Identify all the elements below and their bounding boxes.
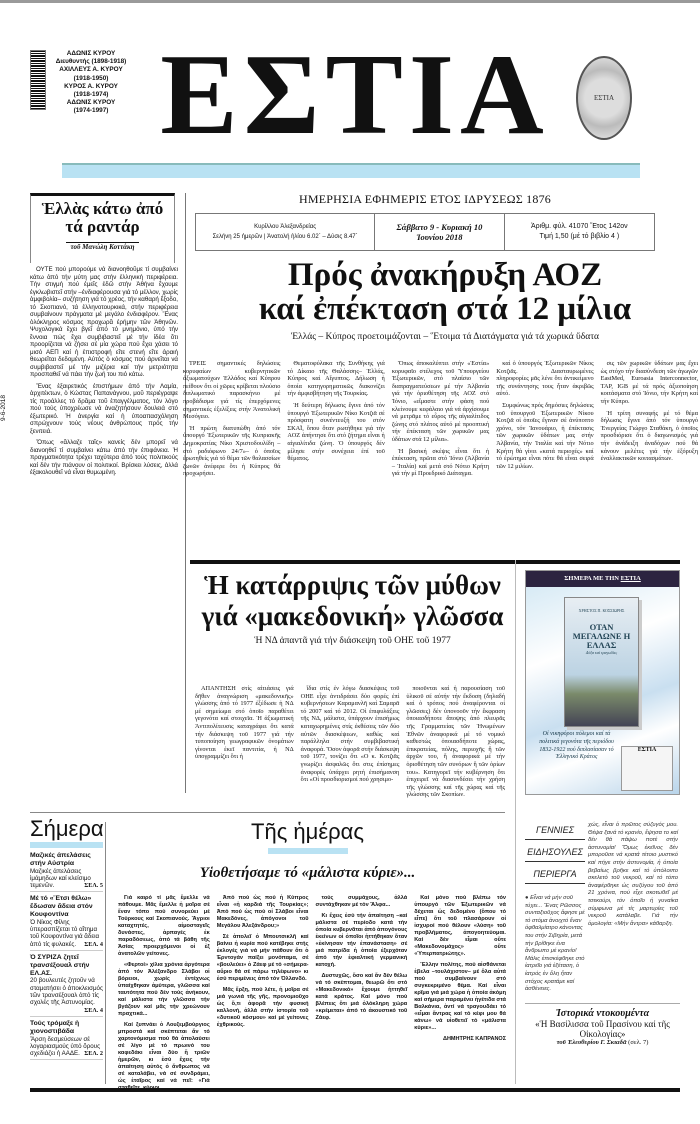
top-border (0, 0, 700, 3)
editorial-signature: ΔΗΜΗΤΡΗΣ ΚΑΠΡΑΝΟΣ (442, 1036, 506, 1042)
lead-headline-line: Πρός ἀνακήρυξη ΑΟΖ (287, 257, 603, 293)
ad-header-text: ΣΗΜΕΡΑ ΜΕ ΤΗΝ (564, 575, 620, 582)
paragraph: Καί ξυπνάει ὁ Λουξεμβούργιος μπροστά καί σκέπτεται ἄν τό χαρτονόμισμα πού θά ἀπολαύσει σέ λίγο μέ τό πρωινό του καφεδάκι εἶναι δύο ἤ τριῶν ἡμερῶν, κι ἐσύ ἔχεις τήν ἀπαίτηση αὐτός ὁ ἄνθρωπος νά σέ καταλάβει, νά σέ συνδράμει, ὡς ἑταῖρος καί νά πεῖ: «Γιά (118, 1022, 210, 1084)
title-accent-bar (30, 842, 103, 848)
hist-title: «Ἡ Βασίλισσα τοῦ Πρασίνου καί τῆς Οἰκολογίας» (535, 1019, 670, 1039)
paragraph: Ὅπως «ἄλλαζε ταῖς» κανείς δέν μπορεῖ νά διανοηθεῖ τί συμβαίνει κάτω ἀπό τήν ἐπιφάνεια. Ἡ πραγματικότητα τρέχει ταχύτερα ἀπό τούς πολιτικούς καί δέν τήν πιάνουν οἱ πολιτικοί. Βρίσκει λύσεις, ἀλλά ἐξακολουθεῖ νά εἶναι θυμωμένη. (30, 439, 178, 476)
bottom-rule (30, 1088, 680, 1092)
second-article-body (195, 685, 505, 800)
mini-newspaper-image: ΕΣΤΙΑ (621, 746, 673, 791)
masthead-accent-bar (62, 163, 640, 178)
brief-item[interactable] (30, 852, 103, 892)
paragraph: ποιοῦνται καί ἡ παρουσίαση τοῦ ὑλικοῦ σέ αὐτήν τήν ἔκδοση (δηλαδή καί ὁ τρόπος πού ἀναφέρονται οἱ γλῶσσες) δέν ὑπονοοῦν τήν ἔκφραση ὁποιασδήποτε ἄποψης ἀπό πλευρᾶς τῆς Γραμματείας τῶν Ἡνωμένων Ἐθνῶν ἀναφορικά μέ τό νομικό καθεστώς ὁποιασδήποτε χώρας, ἐπικρατείας, πόλης, περιοχῆς ἤ τῶν ἀρχῶν του, ἤ ἀναφορικά μέ τήν ὁριοθέτηση τῶν συνόρων ἤ τῶν ὁρίων του». Κατηγορεῖ τήν κυβέρνηση ὅτι ἐπιχειρεῖ νά διασυνδέσει τήν χρήση τῆς γλώσσης καί τῆς χώρας καί τῆς γλώσσης τῶν Σκοπίων. (406, 685, 506, 799)
editorial-header (110, 818, 505, 882)
side-date: 9-6-2018 (0, 395, 7, 422)
book-cover (564, 597, 639, 727)
book-title: ΟΤΑΝ ΜΕΓΑΛΩΝΕ Η ΕΛΛΑΣ (572, 622, 631, 650)
saint-of-day: Κυρίλλου Ἀλεξανδρείας (254, 224, 317, 230)
editorial-title[interactable]: Υἱοθετήσαμε τό «μάλιστα κύριε»... (199, 865, 416, 881)
paragraph: ΤΡΕΙΣ σημαντικές δηλώσεις κορυφαίων κυβερνητικῶν ἀξιωματούχων Ἑλλάδος καί Κύπρου πείθουν ὅτι οἱ χῶρες κρίβεται πλούσιο διπλωματικό παρασκήνιο μέ προβάδισμα γιά τίς ἐπερχόμενες σημαντικές ἐξελίξεις στήν Ἀνατολική Μεσόγειο. (183, 360, 281, 421)
newspaper-logo[interactable]: ΕΣΤΙΑ (160, 31, 550, 159)
ad-header-brand: ΕΣΤΙΑ (620, 575, 641, 582)
curiosity-text-right: χώς, εἶναι ὁ πρῶτος σύζυγός μου. Θέψα ξανά τό κρανίο, ἔψησα το καί δέν θά πάψω ποτέ στήν ἀστυνομία! Ὅμως ἐκεῖνος δέν μποροῦσε νά κρατά τέτοιο μυστικό καί πήγε στήν ἀστυνομία, ἡ ὁποία βεβαίως βρῆκε καί τό ὑπόλοιπο σκελετό τοῦ νεκροῦ, καί τό τόπο ἀναφέρθηκε ὡς συζύγου τοῦ ἀπό 21 χρόνια, πού εἶχε σκοτωθεῖ μέ τσεκούρι, τόν ὁποῖο ἡ γυναίκα σύμφωνα μέ τίς μαρτυρίες τοῦ νεκροῦ κατάλαβε. Γιά τήν ὁμολογία: «Μήν ἄντρα» κάθαρξη. (588, 822, 678, 927)
barcode-icon (30, 50, 46, 110)
hist-author: τοῦ Ἐλευθερίου Γ. Σκιαδᾶ (556, 1039, 627, 1046)
founder-line: (1918-1974) (73, 91, 109, 99)
paragraph: Ἡ δεύτερη δήλωσις ἔγινε ἀπό τόν ὑπουργό Ἐξωτερικῶν Νίκο Κοτζιᾶ σέ πρόσφατη συνέντευξή του στόν ΣΚΑΪ, ὅπου ὅταν ρωτήθηκε γιά τήν ΑΟΖ ἀπήντησε ὅτι στό ζήτημα εἶναι ἡ αἰγιαλίτιδα ζώνη. Ὁ ὑπουργός δέν μίλησε στήν συνέχεια ἐπί τοῦ θέματος. (287, 401, 385, 463)
brief-text: Μαζικές ἀπελάσεις ἰμάμηδων καί κλείσιμο τεμενῶν. (30, 867, 91, 890)
brief-item[interactable] (30, 1020, 103, 1060)
editorial-section-title: Τῆς ἡμέρας (251, 819, 364, 844)
left-article-header (30, 193, 175, 263)
title-accent-bar (268, 848, 348, 854)
paragraph: σις τῶν χωρικῶν ὑδάτων μας ἔχει ὡς στόχο τήν διασύνδεση τῶν ἀγωγῶν EastMed, Euroasia Interconnector, TAP, IGB μέ τά πρός ἀξιοποίηση κοιτάσματα στό Ἰόνιο, τήν Κρήτη καί τήν Κύπρο. (600, 360, 699, 405)
paragraph: ΑΠΑΝΤΗΣΗ στίς αἰτιάσεις γιά δῆθεν ἀναγνώριση «μακεδονικῆς» γλώσσης ἀπό τό 1977 ἐξέδωσε ἡ ΝΔ μέ σημείωμα στό ὁποῖο παραθέτει γεγονότα καί στοιχεῖα. Ἡ ἀξιωματική Ἀντιπολίτευσις καταγράφει ὅτι κατά τήν διάσκεψη τοῦ 1977 γιά τήν τυποποίηση γεωγραφικῶν ὀνομάτων γίνονται ἐκεῖ παντιτία, ἡ ΝΔ ὑπογραμμίζει ὅτι ἡ (195, 685, 294, 761)
brief-item[interactable] (30, 895, 103, 951)
book-author: ΧΡΗΣΤΟΣ Π. ΚΟΣΣΙΩΡΗΣ (578, 608, 625, 613)
brief-page: ΣΕΛ. 4 (84, 1006, 103, 1014)
hist-heading: Ἱστορικά ντοκουμέντα (555, 1008, 650, 1019)
paragraph: Συμφώνως πρός δημόσιες δηλώσεις τοῦ ὑπουργοῦ Ἐξωτερικῶν Νίκου Κοτζιᾶ οἱ ὁποῖες ἔγιναν σέ ἀνύποπτο χρόνο, τόν Ἰανουάριο, ἡ ἐπέκτασις τῶν χωρικῶν ὑδάτων μας στήν Ἀλβανία, τήν Ἰταλία καί τήν Νότιο Κρήτη θά γίνει «κατά περιοχές» καί τό ἐρώτημα εἶναι πότε θά εἶναι σειρά τῶν 12 μιλίων. (496, 401, 594, 470)
paragraph: Μᾶς ἔρξη, πού λέτε, ἡ μοῖρα σέ μιά γωνιά τῆς γῆς, προνομιοῦχο ὡς ὅ,τι ἀφορᾶ τήν φυσική καλλονή, ἀλλά στήν ἱστορία τοῦ «δυτικοῦ κόσμου» καί μέ γείτονες ἐχθρικούς. (216, 987, 309, 1028)
hist-page: (σελ. 7) (628, 1039, 649, 1046)
founder-line: ΑΧΙΛΛΕΥΣ Α. ΚΥΡΟΥ (59, 66, 123, 74)
paragraph: ἴδια στίς ἐν λόγω διασκέψεις τοῦ ΟΗΕ εἶχε ἀντιδράσει δύο φορές ἐπί κυβερνήσεων Καραμανλῆ καί Σαμαρᾶ τό 2007 καί τό 2012. Οἱ ἐπιφυλάξεις τῆς ΝΔ, μάλιστα, ὑπάρχουν ἐπισήμως καταχωρημένες στίς ἐκθέσεις τῶν δύο αὐτῶν διασκέψεων, καθώς καί παράλληλα στήν συμβιβαστική ἀναφορά. Ὅσον ἀφορᾶ στήν διάσκεψη τοῦ 1977, τονίζει ὅτι «Ο κ. Κοτζιᾶς γνωρίζει ἀσφαλῶς ὅτι στις ἐπίσημες ἀναφορές ὑπάρχει ρητή ἐπισήμανση ὅτι «Οἱ προσδιορισμοί πού χρησιμο- (300, 685, 400, 784)
editorial-body (118, 895, 506, 1084)
price: Τιμή 1,50 (μέ τό βιβλίο 4 ) (539, 233, 620, 240)
paragraph: Σέ ἀπολεῖ ὁ Μπουτσικλῆ καί βαίνει ἡ κυρία πού κατέβηκε στής ἐκλογές γιά νά μήν πάθουν ὅτι ὁ Ἐρντογάν παίξει μονόπαμα, σέ «βουλεύει» ὁ Ζάεφ μέ τό «σήμερα-αὔριο θά σέ πάρω τηλέφωνο» κι ἐσύ περιμένεις ἀπό τόν Ὀλλανδό. (216, 934, 309, 982)
issue-info-box (195, 213, 655, 251)
issue-number: Ἀριθμ. φύλ. 41070 Ἔτος 142ον (531, 223, 628, 230)
lead-headline[interactable] (190, 258, 700, 326)
second-header (190, 570, 515, 646)
ad-header (526, 571, 679, 587)
lead-header (190, 258, 700, 342)
book-promo-ad[interactable] (525, 570, 680, 795)
book-subtitle: Δόξα καί τραγωδίες (585, 650, 618, 655)
paragraph: Ἡ πρώτη διατυπώθη ἀπό τόν ὑπουργό Ἐξωτερικῶν τῆς Κυπριακῆς Δημοκρατίας Νίκο Χριστοδουλίδη –στό ραδιόφωνο 24/7»– ὁ ὁποῖος ἐρωτηθείς γιά τό θέμα τῶν θαλασσίων ζωνῶν ἀνέφερε ὅτι ἡ Κύπρος θά προχωρήσει. (183, 424, 281, 478)
second-subtitle: Ἡ ΝΔ ἀπαντᾶ γιά τήν διάσκεψη τοῦ ΟΗΕ τοῦ 1977 (254, 636, 451, 646)
column-divider (515, 560, 516, 1084)
almanac: Σελήνη 25 ἡμερῶν | Ἀνατολή ἡλίου 6.02΄ – Δύσις 8.47΄ (212, 234, 358, 240)
paragraph: Ἡ τρίτη συναφής μέ τό θέμα δήλωσις ἔγινε ἀπό τόν ὑπουργό Ἐνεργείας Γιώργο Σταθάκη, ὁ ὁποῖος προσδιόρισε ὅτι ὁ διαγωνισμός γιά τήν ἀνάδειξη ἀναδόχων πού θά κάνουν μελέτες γιά τήν ἐξόρυξη ἐναλλακτικῶν κοιτασμάτων. (600, 409, 699, 463)
left-article-author: τοῦ Μανώλη Κοττάκη (66, 242, 138, 251)
menu-news-bits[interactable]: ΕΙΔΗΣΟΥΛΕΣ (525, 844, 585, 862)
lead-subtitle: Ἑλλάς – Κύπρος προετοιμάζονται – Ἕτοιμα τά Διατάγματα γιά τά χωρικά ὕδατα (290, 332, 600, 342)
founder-line: ΑΔΩΝΙΣ ΚΥΡΟΥ (66, 99, 116, 107)
brief-page: ΣΕΛ. 4 (84, 940, 103, 948)
founders-list (50, 50, 132, 116)
paragraph: Δυστυχῶς, ὅσο καί ἄν δέν θέλω νά τό σκέπτομαι, θεωρῶ ὅτι στό «Μακεδονικό» ἔχουμε ἡττηθεῖ κατά κράτος. Καί μόνο πού βλέπεις ὅτι μιά ὁλόκληρη χώρα «κρέμεται» ἀπό τό ἀκουστικό τοῦ Ζάεφ. (315, 973, 408, 1021)
seal-emblem-icon (576, 56, 632, 140)
brief-head: Ὁ ΣΥΡΙΖΑ ζητεῖ τρανσέξουαλ στήν ΕΛ.ΑΣ. (30, 954, 90, 977)
second-headline-line: γιά «μακεδονική» γλῶσσα (201, 601, 504, 631)
brief-head: Τούς τρόμαξε ἡ χιονοστιβάδα (30, 1019, 80, 1035)
founder-line: Διευθυντής (1898-1918) (55, 58, 127, 66)
paragraph: Ἡ βασική σκέψις εἶναι ὅτι ἡ ἐπέκταση, πρῶτα στό Ἰόνιο (Ἀλβανία – Ἰταλία) καί μετά στό Νότιο Κρήτη γιά τήν μί Προεδρικό Διάταγμα. (391, 447, 490, 478)
historical-documents-teaser[interactable] (520, 1008, 685, 1046)
menu-curiosities[interactable]: ΠΕΡΙΕΡΓΑ (525, 866, 585, 884)
section-rule (30, 812, 505, 813)
left-article-body (30, 266, 178, 791)
paragraph: Καί μόνο πού βλέπω τόν ὑπουργό τῶν Ἐξωτερικῶν νά δέχεται ὡς δεδομένο (ὅπου τό εἶπε) ὅτι τοῦ πλασάρουν οἱ ἰσχυροί πού θέλουν «λύση» τοῦ προβλήματος, ἀπογοητεύομαι. Καί δέν εἶμαι οὔτε «Μακεδονομάχος» οὔτε «Ὑπερπατριώτης». (414, 895, 506, 957)
seal-text: ΕΣΤΙΑ (593, 94, 614, 102)
second-headline-line: Ἡ κατάρριψις τῶν μύθων (204, 570, 501, 600)
issue-date-line2: Ἰουνίου 2018 (416, 232, 463, 242)
brief-head: Μέ τό «Ἔτσι θέλω» ἔδωσαν ἄδεια στόν Κουφοντίνα (30, 895, 93, 919)
daily-tagline: ΗΜΕΡΗΣΙΑ ΕΦΗΜΕΡΙΣ ΕΤΟΣ ΙΔΡΥΣΕΩΣ 1876 (299, 192, 551, 206)
brief-text: Ὁ Νίκος Φίλης ὑπερασπίζεται τό αἴτημα τοῦ Κουφοντίνα γιά ἄδεια ἀπό τίς φυλακές. (30, 918, 100, 948)
paragraph: Γιά καιρό τί μᾶς ἔμελλε νά πάθουμε. Μᾶς ἔμελλε ἡ μοῖρα σέ ἕναν τόπο πού συνορεύει μέ Τούρκους καί Σκοπιανούς. Ἄγριοι καταχτητές, αἱμοσταγεῖς δυνάστες, ἁρπαγές ἐκ παραδόσεως, ἀπό τά βάθη τῆς Ἀσίας προερχόμενοι οἱ ἐξ ἀνατολῶν γείτονες. (118, 895, 210, 957)
brief-head: Μαζικές ἀπελάσεις στήν Αὐστρία (30, 852, 91, 867)
brief-page: ΣΕΛ. 2 (84, 1050, 103, 1058)
second-headline[interactable] (190, 570, 515, 632)
paragraph: Ὅπως ἀποκαλύπτει στήν «Ἑστία» κορυφαῖο στέλεχος τοῦ Ὑπουργείου Ἐξωτερικῶν, στό πλαίσιο τῶν διαπραγματεύσεων μέ τήν Ἀλβανία γιά τήν ὁριοθέτηση τῆς ΑΟΖ στό Ἰόνιο, «εἴμαστε στήν φάση πού κλείνουμε κεφάλαιο γιά νά ἀρχίσουμε νά μετρᾶμε τό εὖρος τῆς αἰγιαλίτιδος ζώνης στό πλάτος αὐτό μέ προοπτική τήν ἐπέκταση τῶν χωρικῶν μας ὑδάτων στά 12 μίλια». (391, 360, 490, 443)
lead-headline-line: καί ἐπέκταση στά 12 μίλια (258, 291, 632, 327)
section-rule (190, 560, 680, 564)
paragraph: Θεματοφύλακα τῆς Συνθήκης γιά τό Δίκαιο τῆς Θαλάσσης– Ἑλλάς, Κύπρος καί Αἴγυπτος. Δήλωση ἡ ὁποία κατηγορηματικῶς διακονίζει τήν ἀμφισβήτηση τῆς Τουρκίας. (287, 360, 385, 398)
founder-line: ΑΔΩΝΙΣ ΚΥΡΟΥ (66, 50, 116, 57)
today-briefs (30, 816, 103, 1063)
founder-line: (1918-1950) (73, 74, 109, 82)
issue-date-line1: Σάββατο 9 - Κυριακή 10 (396, 222, 483, 232)
curiosity-text-left: ● Εἶναι νά μήν σοῦ τύχει... Ἕνας Ρῶσσος συνταξιοῦχος ἄφησε μέ τό στόμα ἀνοιχτό ἕναν ὀφθαλμίατρο κάνοντας του στήν Σιβηρία, μετά τήν βρίθηκε ἐνα ἄνθρωπο μέ κρανίο! Μάλις ἐπισκέφθηκε στό ἰατρεῖο γιά ἐξέταση, ὁ ἰατρός ἐν ὅλη ἤταν στόχος κρατάμε καί ἀσθένειες. (525, 895, 585, 993)
paragraph: Ἀπό πού ὡς πού ἡ Κύπρος εἶναι «ἡ καρδιά τῆς Τουρκίας»; Ἀπό πού ὡς πού οἱ Σλάβοι εἶναι Μακεδόνες, ἀπόγονοι τοῦ Μεγάλου Ἀλεξάνδρου;» (216, 895, 309, 929)
lead-article-body (183, 360, 698, 555)
brief-page: ΣΕΛ. 5 (84, 882, 103, 890)
paragraph: Ἕνας ἐξαιρετικός ἐπιστήμων ἀπό τήν Λαμία, ἀρχιτέκτων, ὁ Κώστας Παπανάγνου, μοῦ περιέγραψε τίς προάλλες τό δρᾶμα τοῦ ἐπαγγέλματος, τόν λόγο πού τούς ὑποχρέωσε νά ἀναζητήσουν δουλειά στό ἐξωτερικό. Ἡ ἀνεργία καί ἡ ὑποαπασχόληση σπρώχνουν τούς νέους ἀνθρώπους πρός τήν ξενιτειά. (30, 382, 178, 435)
menu-births[interactable]: ΓΕΝΝΙΕΣ (525, 822, 585, 840)
ad-caption: Οἱ νικηφόροι πόλεμοι καί τά πολιτικά γεγονότα τῆς περιόδου 1832-1922 πού διπλασίασαν τό Ἑλληνικό Κράτος (539, 731, 614, 761)
today-title: Σήμερα (30, 816, 104, 841)
paragraph: τούς συμμάχους, ἀλλά συντάχθηκαν μέ τόν Ἄλφα... (315, 895, 408, 908)
founder-line: (1974-1997) (73, 107, 109, 115)
paragraph: Κι ἔχεις ἐσύ τήν ἀπαίτηση –καί μάλιστα σέ περίοδο κατά τήν ὁποία κυβερνᾶται ἀπό ἀπογόνους ἐκείνων οἱ ὁποῖοι ἡττήθηκαν ὅταν «ἐκίνησαν τήν ἐπανάσταση» σέ μιά πατρίδα ἡ ὁποία ἐξερχόταν ἀπό τήν ἐφιαλτική γερμανική κατοχή. (315, 913, 408, 968)
brief-item[interactable] (30, 954, 103, 1017)
paragraph: «Φερτοί» χίλια χρόνια ἀργότερα ἀπό τόν Ἀλέξανδρο Σλάβοι οἱ βόρειοι, χωρίς ἐντέχνως ὑπαίχθηκαν ἀμύτερα, γλῶσσα καί ταυτότητα πού δέν τούς ἀνήκουν, καί μάλιστα τήν γλῶσσα τήν βγάζουν καί μᾶς τήν χρεώνουν πραχτικά... (118, 962, 210, 1017)
founder-line: ΚΥΡΟΣ Α. ΚΥΡΟΥ (64, 82, 118, 90)
right-column-menu (525, 822, 585, 888)
paragraph: ΟΥΤΕ πού μπορούμε νά διανοηθοῦμε τί συμβαίνει κάτω ἀπό τήν μύτη μας στήν ἑλληνική περιφέρεια. Τήν στιγμή πού ἐμεῖς ἐδῶ στήν Ἀθήνα ἔχουμε ἐγκλωβιστεῖ στήν –ἐνδιαφέρουσα γιά τό μέλλον, χωρίς ἀμφιβολία– συζήτηση γιά τό χρέος, τήν καθαρή ἔξοδο, τό Σκοπιανό, τά ἑλληνοτουρκικά, στήν περιφέρεια συμβαίνουν πράγματα μέ μεγάλο ἐνδιαφέρον. Ἕνας ὁλόκληρος κόσμος προχωρᾶ ἐρήμην τῶν Ἀθηνῶν. Ψυχολογικά ἔχει βγεῖ ἀπό τό μνημόνιο, ὑπό τήν ἔννοια πώς ἔχει συμβιβαστεῖ μέ τήν ἰδέα ὅτι προορίζεται νά ζήσει σέ μία χώρα πού ἔχει χάσει τό μισό ΑΕΠ καί ἡ ἐπιστροφή εἴτε στενή εἴτε ἀραιή θεωρεῖται δεδομένη. Αὐτός ὁ κόσμος πού ἀρνεῖται νά συμβιβαστεῖ μέ τήν μιζέρια καί τήν μετριότητα προσπαθεῖ νά πάει τήν ζωή του πιό κάτω. (30, 266, 178, 378)
section-rule (525, 1003, 680, 1004)
column-divider (105, 822, 106, 1084)
paragraph: Ἕλλην πολίτης, πού αἰσθάνεται ἐβελα –τουλάχιστον– μέ ὅλα αὐτά πού συμβαίνουν στό συγκεκριμένο θέμα. Καί εἶναι κρῖμα γιά μιά χώρα ἡ ὁποία ἀκόμη καί σήμερα παραμένει ἡγέτιδα στά Βαλκάνια, ἀντί νά τραγουδάει τό «εἶμαι ἄντρας καί τό κέφι μου θά κάνω» νά υἱοθετεῖ τό «μάλιστα κύριε»... (414, 962, 506, 1031)
brief-text: 20 βουλευτές ζητοῦν νά σταματήσει ὁ ἀποκλεισμός τῶν τρανσέξουαλ ἀπό τίς σχολές τῆς Ἀστυνομίας. (30, 977, 103, 1007)
brief-text: Ἄρση δεσμεύσεων σέ λογαριασμούς ὑπό ὅρους σχεδιάζει ἡ ΑΑΔΕ. (30, 1035, 101, 1058)
paragraph: καί ὁ ὑπουργός Ἐξωτερικῶν Νίκος Κοτζιᾶς. Διασταυρωμένες πληροφορίες μᾶς λένε ὅτι ἀντικείμενο τῆς συνάντησης τους ἦταν ἀκριβῶς αὐτό. (496, 360, 594, 398)
left-article-title[interactable]: Ἑλλὰς κάτω ἀπό τά ραντάρ (41, 199, 164, 236)
